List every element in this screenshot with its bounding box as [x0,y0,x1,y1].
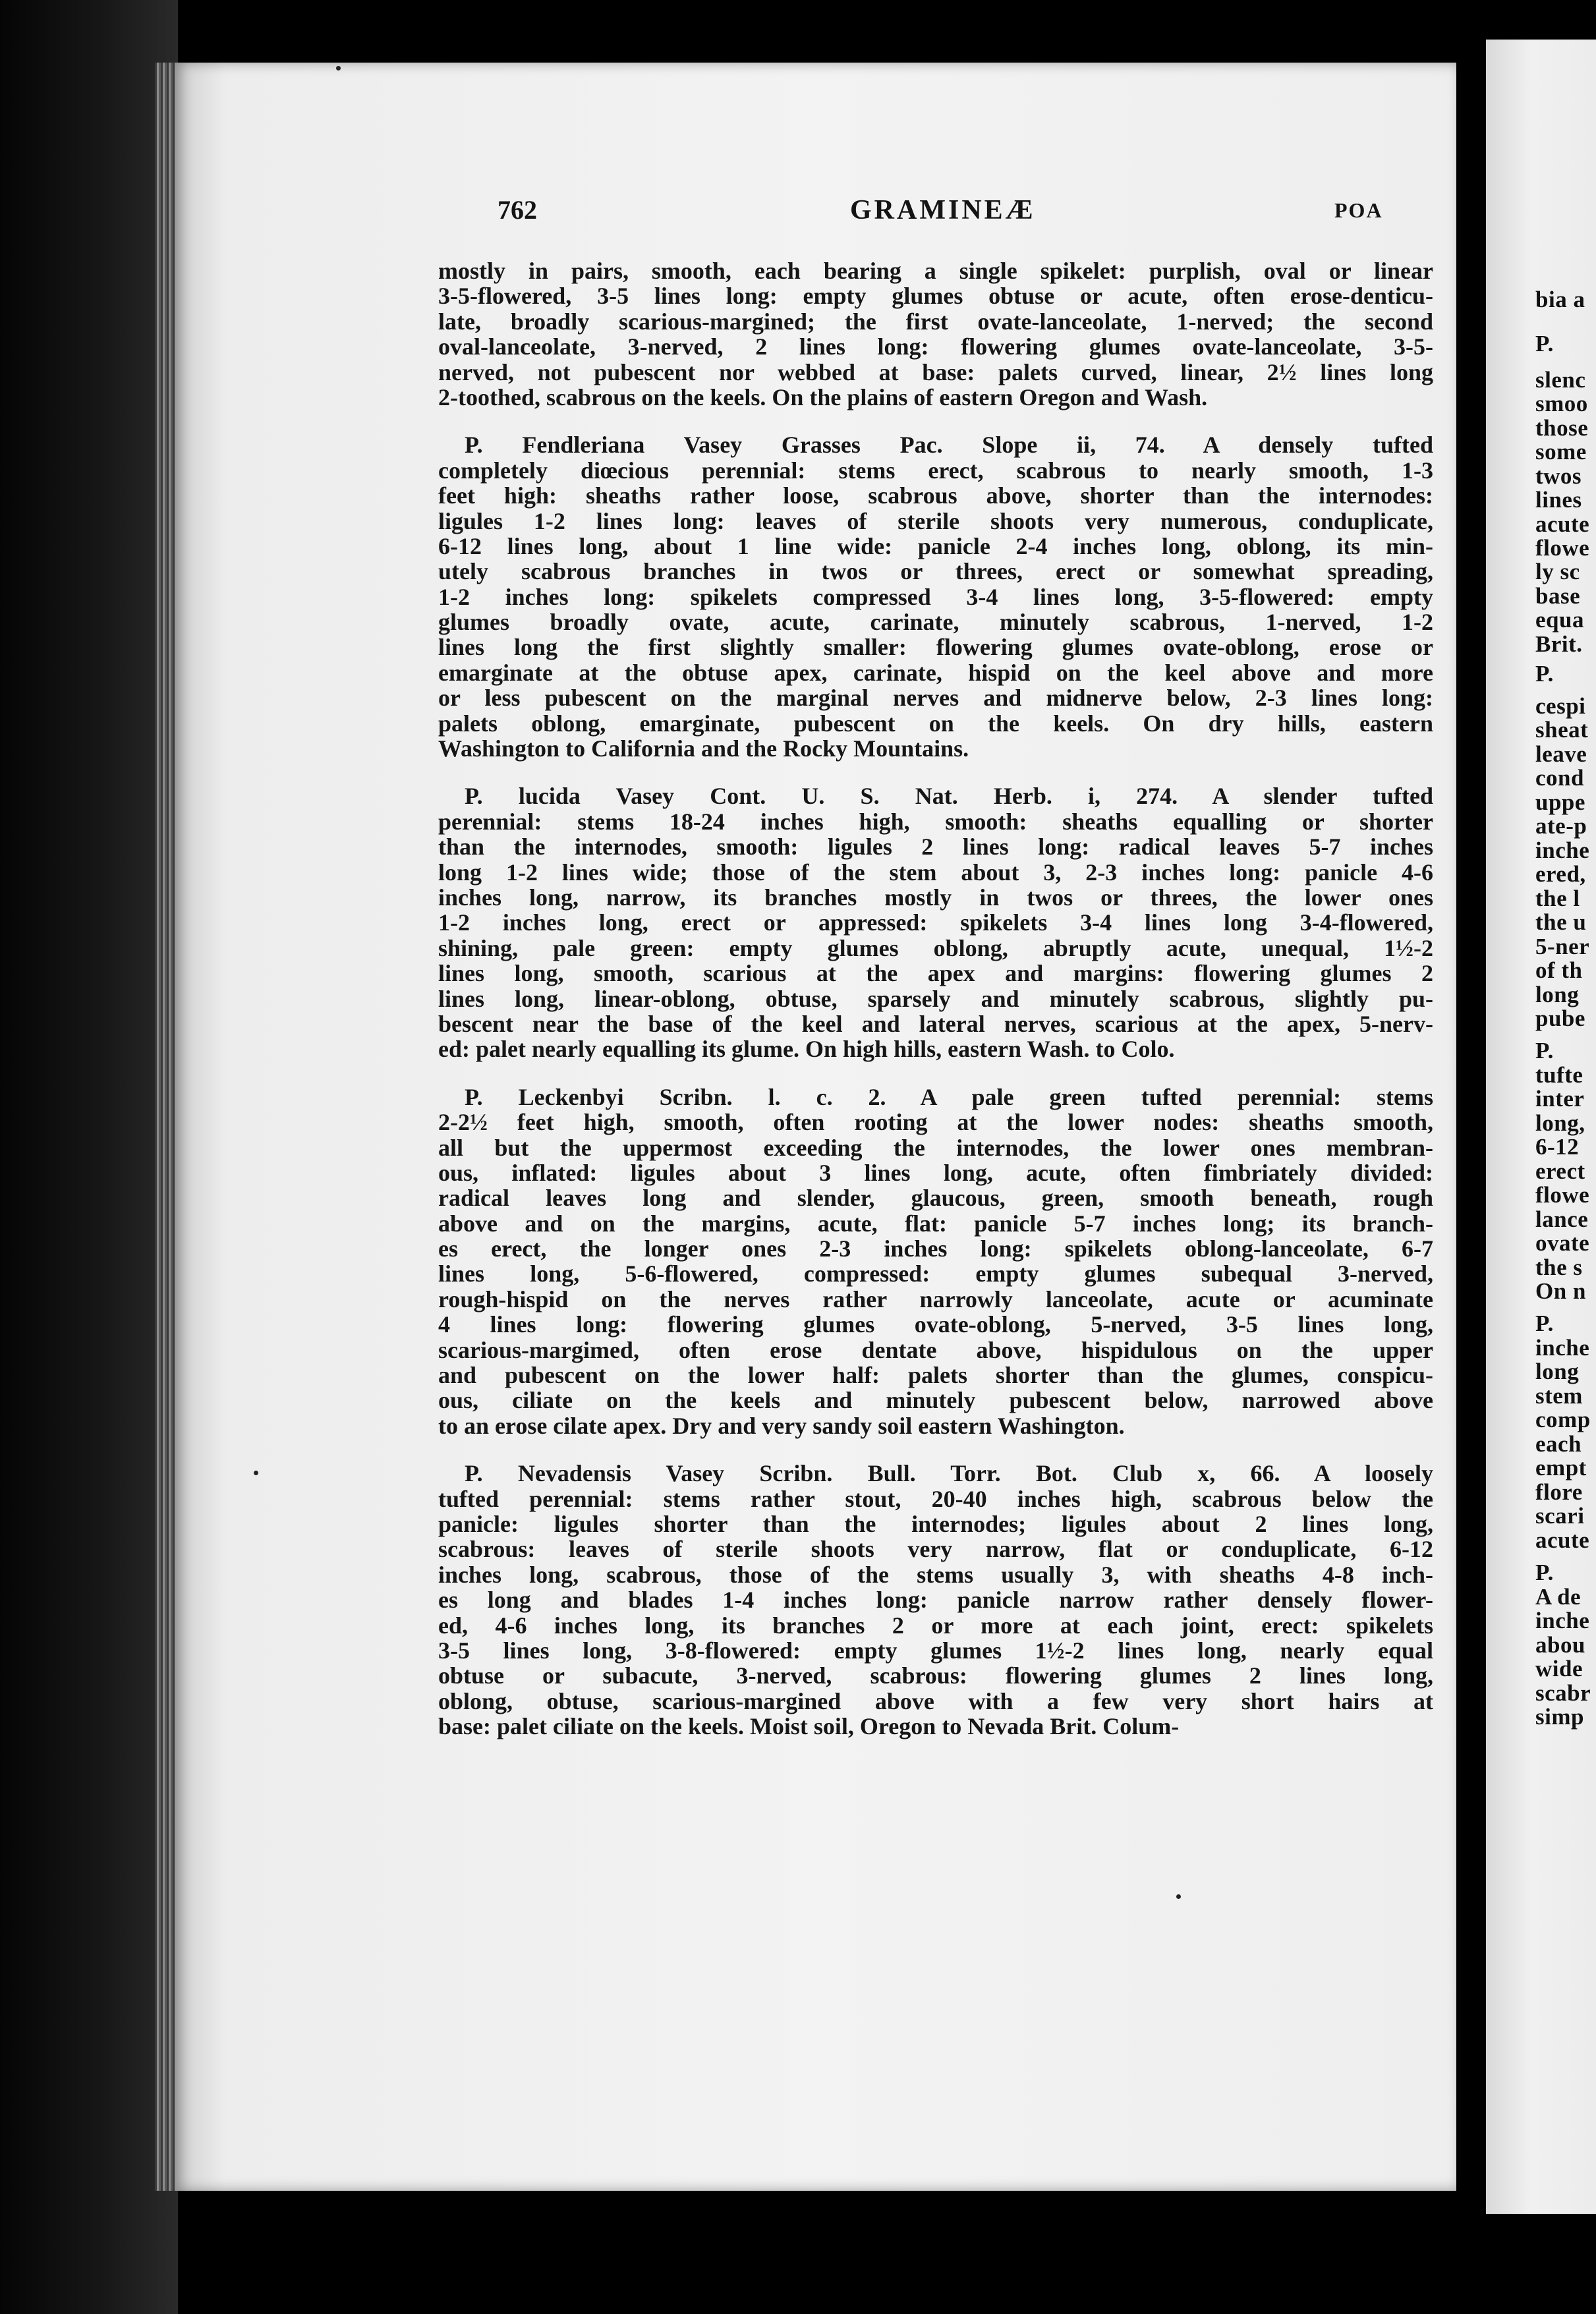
book-gutter [1456,40,1489,2214]
text-line: glumes broadly ovate, acute, carinate, minutely scabrous, 1-nerved, 1-2 [438,609,1433,636]
facing-page-fragment: acute [1535,511,1590,537]
facing-page-fragment: bia a [1535,287,1585,312]
text-line: base: palet ciliate on the keels. Moist soil, Oregon to Nevada Brit. Colum- [438,1713,1180,1740]
text-line: lines long, linear-oblong, obtuse, sparsely and minutely scabrous, slightly pu- [438,985,1433,1012]
facing-page-fragment: flowe [1535,535,1590,561]
facing-page-fragment: cond [1535,765,1584,791]
text-line: all but the uppermost exceeding the internodes, the lower ones membran- [438,1134,1433,1161]
paragraph-gap [438,1062,1433,1085]
species-entry-first-line: P. Nevadensis Vasey Scribn. Bull. Torr. Bot. Club x, 66. A loosely [465,1460,1433,1487]
facing-page-fragment: 6-12 [1535,1134,1580,1160]
facing-page-fragment: stem [1535,1383,1583,1409]
facing-page-fragment: P. [1535,1560,1554,1585]
facing-page-fragment: ate-p [1535,813,1587,839]
facing-page-fragment: abou [1535,1632,1585,1658]
facing-page-fragment: flore [1535,1479,1583,1505]
facing-page-fragment: P. [1535,1038,1554,1063]
text-line: long 1-2 lines wide; those of the stem about 3, 2-3 inches long: panicle 4-6 [438,859,1433,886]
text-line: lines long, 5-6-flowered, compressed: empty glumes subequal 3-nerved, [438,1260,1433,1287]
text-line: perennial: stems 18-24 inches high, smooth: sheaths equalling or shorter [438,808,1433,835]
text-line: ligules 1-2 lines long: leaves of sterile shoots very numerous, conduplicate, [438,507,1433,534]
facing-page-fragment: wide [1535,1656,1583,1681]
text-line: to an erose cilate apex. Dry and very sandy soil eastern Washington. [438,1412,1125,1439]
facing-page-fragment: scari [1535,1503,1585,1529]
text-line: es long and blades 1-4 inches long: panicle narrow rather densely flower- [438,1587,1433,1614]
facing-page-fragment: leave [1535,741,1587,767]
facing-page-fragment: of th [1535,957,1583,983]
facing-page-fragment: Brit. [1535,631,1583,657]
genus-heading: POA [1334,198,1383,222]
text-line: mostly in pairs, smooth, each bearing a single spikelet: purplish, oval or linear [438,258,1433,284]
text-line: feet high: sheaths rather loose, scabrous above, shorter than the internodes: [438,482,1433,509]
facing-page-fragment: P. [1535,661,1554,687]
facing-page-fragment: the u [1535,909,1587,935]
scan-speck [254,1471,258,1475]
text-line: oblong, obtuse, scarious-margined above with a few very short hairs at [438,1687,1433,1714]
facing-page-fragment: base [1535,583,1581,609]
facing-page-fragment: P. [1535,1311,1554,1336]
facing-page-fragment: comp [1535,1407,1591,1432]
facing-page-fragment: flowe [1535,1182,1590,1208]
text-line: 3-5-flowered, 3-5 lines long: empty glumes obtuse or acute, often erose-denticu- [438,283,1433,310]
text-line: late, broadly scarious-margined; the first ovate-lanceolate, 1-nerved; the second [438,308,1433,335]
paragraph-gap [438,761,1433,783]
scan-background [0,0,178,2314]
text-line: scabrous: leaves of sterile shoots very narrow, flat or conduplicate, 6-12 [438,1536,1433,1563]
facing-page-fragment: pube [1535,1005,1585,1031]
facing-page-fragment: tufte [1535,1062,1583,1088]
facing-page-fragment: the s [1535,1255,1583,1280]
facing-page-fragment: long [1535,982,1580,1007]
facing-page-fragment: empt [1535,1455,1587,1481]
facing-page-fragment: long [1535,1359,1580,1384]
paragraph-gap [438,410,1433,432]
text-line: 6-12 lines long, about 1 line wide: panicle 2-4 inches long, oblong, its min- [438,532,1433,559]
facing-page-fragment: scabr [1535,1680,1591,1706]
text-line: panicle: ligules shorter than the internodes; ligules about 2 lines long, [438,1510,1433,1537]
text-line: rough-hispid on the nerves rather narrowly lanceolate, acute or acuminate [438,1285,1433,1312]
text-line: radical leaves long and slender, glaucous, green, smooth beneath, rough [438,1185,1433,1212]
facing-page-fragment: each [1535,1431,1582,1457]
facing-page [1486,40,1596,2214]
facing-page-fragment: inche [1535,1608,1590,1633]
text-line: emarginate at the obtuse apex, carinate, hispid on the keel above and more [438,659,1433,686]
text-line: inches long, scabrous, those of the stems usually 3, with sheaths 4-8 inch- [438,1561,1433,1588]
text-line: inches long, narrow, its branches mostly in twos or threes, the lower ones [438,884,1433,911]
facing-page-fragment: erect [1535,1158,1585,1184]
text-line: Washington to California and the Rocky Mountains. [438,735,969,762]
page-number: 762 [498,195,537,225]
page-body-text [438,258,1433,1739]
scan-speck [336,66,341,71]
text-line: 4 lines long: flowering glumes ovate-oblong, 5-nerved, 3-5 lines long, [438,1311,1433,1338]
text-line: es erect, the longer ones 2-3 inches long: spikelets oblong-lanceolate, 6-7 [438,1235,1433,1262]
facing-page-fragment: slenc [1535,367,1586,393]
text-line: obtuse or subacute, 3-nerved, scabrous: flowering glumes 2 lines long, [438,1662,1433,1689]
text-line: tufted perennial: stems rather stout, 20-40 inches high, scabrous below the [438,1485,1433,1512]
text-line: lines long, smooth, scarious at the apex and margins: flowering glumes 2 [438,960,1433,987]
text-line: ous, ciliate on the keels and minutely pubescent below, narrowed above [438,1387,1433,1414]
facing-page-fragment: ly sc [1535,559,1580,584]
facing-page-fragment: inche [1535,1335,1590,1361]
species-entry-first-line: P. Fendleriana Vasey Grasses Pac. Slope ii, 74. A densely tufted [465,432,1433,459]
facing-page-fragment: sheat [1535,717,1589,743]
facing-page-fragment: On n [1535,1278,1586,1304]
facing-page-fragment: lance [1535,1206,1589,1232]
text-line: 2-toothed, scabrous on the keels. On the plains of eastern Oregon and Wash. [438,383,1208,410]
facing-page-fragment: ered, [1535,861,1586,887]
facing-page-fragment: the l [1535,886,1580,911]
facing-page-fragment: long, [1535,1110,1585,1136]
facing-page-fragment: equa [1535,607,1584,633]
facing-page-fragment: lines [1535,487,1582,513]
text-line: ous, inflated: ligules about 3 lines long, acute, often fimbriately divided: [438,1159,1433,1186]
text-line: or less pubescent on the marginal nerves and midnerve below, 2-3 lines long: [438,685,1433,712]
text-line: ed: palet nearly equalling its glume. On high hills, eastern Wash. to Colo. [438,1036,1175,1063]
facing-page-fragment: cespi [1535,693,1586,719]
running-title: GRAMINEÆ [850,195,1036,225]
text-line: ed, 4-6 inches long, its branches 2 or more at each joint, erect: spikelets [438,1612,1433,1639]
facing-page-fragment: some [1535,439,1587,465]
species-entry-first-line: P. lucida Vasey Cont. U. S. Nat. Herb. i, 274. A slender tufted [465,783,1433,810]
text-line: lines long the first slightly smaller: flowering glumes ovate-oblong, erose or [438,634,1433,661]
facing-page-fragment: simp [1535,1704,1584,1730]
facing-page-fragment: ovate [1535,1230,1590,1256]
text-line: above and on the margins, acute, flat: panicle 5-7 inches long; its branch- [438,1210,1433,1237]
paragraph-gap [438,1438,1433,1461]
text-line: and pubescent on the lower half: palets shorter than the glumes, conspicu- [438,1362,1433,1389]
text-line: oval-lanceolate, 3-nerved, 2 lines long: flowering glumes ovate-lanceolate, 3-5- [438,333,1433,360]
facing-page-fragment: acute [1535,1527,1590,1553]
page-header [498,194,1381,227]
text-line: bescent near the base of the keel and lateral nerves, scarious at the apex, 5-nerv- [438,1010,1433,1037]
facing-page-fragment: twos [1535,463,1582,489]
text-line: nerved, not pubescent nor webbed at base: palets curved, linear, 2½ lines long [438,358,1433,385]
text-line: completely diœcious perennial: stems erect, scabrous to nearly smooth, 1-3 [438,457,1433,484]
text-line: palets oblong, emarginate, pubescent on the keels. On dry hills, eastern [438,710,1433,737]
facing-page-fragment: 5-ner [1535,934,1590,959]
text-line: scarious-margimed, often erose dentate above, hispidulous on the upper [438,1336,1433,1363]
text-line: 1-2 inches long, erect or appressed: spikelets 3-4 lines long 3-4-flowered, [438,909,1433,936]
facing-page-fragment: smoo [1535,391,1588,416]
facing-page-fragment: P. [1535,331,1554,356]
facing-page-fragment: uppe [1535,789,1585,815]
text-line: shining, pale green: empty glumes oblong, abruptly acute, unequal, 1½-2 [438,934,1433,961]
text-line: utely scabrous branches in twos or threes, erect or somewhat spreading, [438,558,1433,585]
facing-page-fragment: A de [1535,1584,1582,1610]
scan-speck [1176,1894,1181,1899]
text-line: 1-2 inches long: spikelets compressed 3-4 lines long, 3-5-flowered: empty [438,583,1433,610]
text-line: 2-2½ feet high, smooth, often rooting at the lower nodes: sheaths smooth, [438,1109,1433,1136]
facing-page-fragment: inche [1535,837,1590,863]
species-entry-first-line: P. Leckenbyi Scribn. l. c. 2. A pale green tufted perennial: stems [465,1083,1433,1110]
facing-page-fragment: those [1535,415,1589,441]
text-line: than the internodes, smooth: ligules 2 lines long: radical leaves 5-7 inches [438,833,1433,861]
text-line: 3-5 lines long, 3-8-flowered: empty glumes 1½-2 lines long, nearly equal [438,1637,1433,1664]
facing-page-fragment: inter [1535,1086,1585,1112]
